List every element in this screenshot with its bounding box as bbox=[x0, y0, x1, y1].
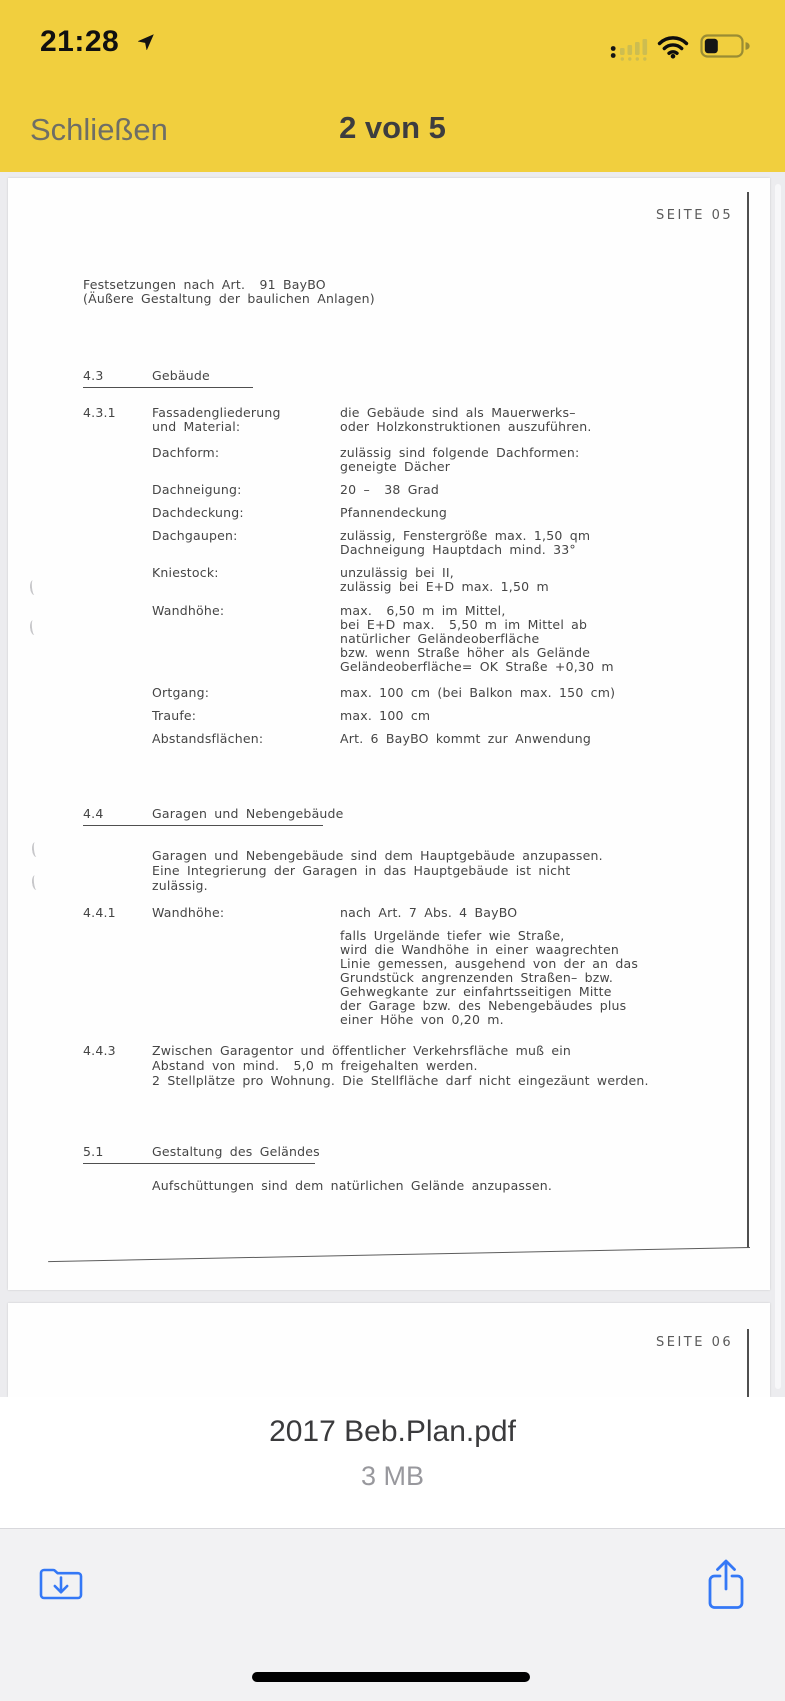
file-info-card bbox=[0, 1397, 785, 1528]
doc-section-heading bbox=[83, 806, 344, 826]
page-border-line bbox=[747, 192, 749, 1248]
page-indicator: 2 von 5 bbox=[339, 110, 446, 145]
doc-paragraph-line: Abstand von mind. 5,0 m freigehalten werden. bbox=[152, 1058, 478, 1073]
doc-item-label: Dachgaupen: bbox=[152, 528, 238, 543]
doc-item-label: Fassadengliederung bbox=[152, 405, 281, 420]
page-number-label: SEITE 06 bbox=[656, 1335, 734, 1350]
doc-item-value: nach Art. 7 Abs. 4 BayBO bbox=[340, 905, 518, 920]
doc-item-value: Linie gemessen, ausgehend von der an das bbox=[340, 956, 639, 971]
doc-item-value: max. 6,50 m im Mittel, bbox=[340, 603, 506, 618]
doc-item-value: wird die Wandhöhe in einer waagrechten bbox=[340, 942, 620, 957]
doc-header-line: (Äußere Gestaltung der baulichen Anlagen) bbox=[83, 291, 375, 306]
pdf-page-5 bbox=[8, 178, 770, 1290]
bottom-toolbar bbox=[0, 1528, 785, 1701]
pdf-page-6 bbox=[8, 1303, 770, 1397]
battery-icon bbox=[700, 34, 750, 63]
status-time: 21:28 bbox=[40, 25, 120, 58]
doc-item-number: 4.3.1 bbox=[83, 405, 116, 420]
doc-item-value: zulässig, Fenstergröße max. 1,50 qm bbox=[340, 528, 591, 543]
pdf-preview-scroll-area[interactable] bbox=[0, 172, 785, 1397]
doc-section-title: Gestaltung des Geländes bbox=[152, 1144, 320, 1159]
share-button[interactable] bbox=[706, 1557, 746, 1611]
doc-item-value: Dachneigung Hauptdach mind. 33° bbox=[340, 542, 576, 557]
doc-item-value: bzw. wenn Straße höher als Gelände bbox=[340, 645, 591, 660]
doc-item-value: oder Holzkonstruktionen auszuführen. bbox=[340, 419, 592, 434]
scan-artifact bbox=[31, 875, 42, 891]
doc-item-value: Geländeoberfläche= OK Straße +0,30 m bbox=[340, 659, 614, 674]
doc-item-label: Wandhöhe: bbox=[152, 905, 225, 920]
doc-item-label: Dachdeckung: bbox=[152, 505, 244, 520]
save-to-folder-button[interactable] bbox=[38, 1565, 84, 1601]
doc-section-number: 5.1 bbox=[83, 1144, 104, 1159]
doc-item-label: und Material: bbox=[152, 419, 241, 434]
doc-item-value: einer Höhe von 0,20 m. bbox=[340, 1012, 504, 1027]
location-arrow-icon bbox=[138, 31, 157, 55]
doc-paragraph-line: Aufschüttungen sind dem natürlichen Gelände anzupassen. bbox=[152, 1178, 553, 1193]
doc-item-value: bei E+D max. 5,50 m im Mittel ab bbox=[340, 617, 588, 632]
doc-paragraph-line: Garagen und Nebengebäude sind dem Hauptgebäude anzupassen. bbox=[152, 848, 603, 863]
doc-item-value: Gehwegkante zur einfahrtsseitigen Mitte bbox=[340, 984, 612, 999]
wifi-icon bbox=[657, 35, 689, 64]
nav-bar bbox=[0, 90, 785, 172]
doc-paragraph-line: Eine Integrierung der Garagen in das Hauptgebäude ist nicht bbox=[152, 863, 571, 878]
doc-section-heading bbox=[83, 368, 253, 388]
doc-item-label: Kniestock: bbox=[152, 565, 219, 580]
doc-item-value: zulässig sind folgende Dachformen: bbox=[340, 445, 580, 460]
file-size: 3 MB bbox=[360, 1461, 425, 1491]
cellular-signal-icon bbox=[610, 33, 651, 66]
doc-section-number: 4.3 bbox=[83, 368, 104, 383]
doc-item-value: zulässig bei E+D max. 1,50 m bbox=[340, 579, 549, 594]
doc-paragraph-line: zulässig. bbox=[152, 878, 208, 893]
doc-item-label: Traufe: bbox=[152, 708, 197, 723]
doc-item-value: geneigte Dächer bbox=[340, 459, 451, 474]
doc-section-title: Garagen und Nebengebäude bbox=[152, 806, 344, 821]
share-icon bbox=[706, 1557, 746, 1611]
doc-paragraph-line: Zwischen Garagentor und öffentlicher Verkehrsfläche muß ein bbox=[152, 1043, 572, 1058]
page-number-label: SEITE 05 bbox=[656, 208, 734, 223]
page-frame-bottom-line bbox=[48, 1247, 750, 1262]
doc-section-title: Gebäude bbox=[152, 368, 210, 383]
scan-artifact bbox=[29, 580, 40, 596]
top-chrome bbox=[0, 0, 785, 172]
doc-header-line: Festsetzungen nach Art. 91 BayBO bbox=[83, 277, 326, 292]
status-bar bbox=[0, 0, 785, 90]
doc-item-value: unzulässig bei II, bbox=[340, 565, 454, 580]
doc-item-label: Dachneigung: bbox=[152, 482, 242, 497]
doc-section-number: 4.4 bbox=[83, 806, 104, 821]
file-name: 2017 Beb.Plan.pdf bbox=[269, 1415, 516, 1448]
doc-item-label: Ortgang: bbox=[152, 685, 210, 700]
folder-download-icon bbox=[38, 1565, 84, 1601]
doc-item-value: max. 100 cm bbox=[340, 708, 431, 723]
home-indicator[interactable] bbox=[252, 1672, 530, 1682]
doc-item-number: 4.4.1 bbox=[83, 905, 116, 920]
doc-section-heading bbox=[83, 1144, 320, 1164]
doc-item-value: der Garage bzw. des Nebengebäudes plus bbox=[340, 998, 627, 1013]
scan-artifact bbox=[29, 620, 40, 636]
doc-item-value: 20 – 38 Grad bbox=[340, 482, 439, 497]
doc-item-label: Wandhöhe: bbox=[152, 603, 225, 618]
doc-item-value: die Gebäude sind als Mauerwerks– bbox=[340, 405, 576, 420]
doc-item-value: Grundstück angrenzenden Straßen– bzw. bbox=[340, 970, 614, 985]
doc-item-value: Pfannendeckung bbox=[340, 505, 447, 520]
doc-item-label: Abstandsflächen: bbox=[152, 731, 264, 746]
doc-item-value: natürlicher Geländeoberfläche bbox=[340, 631, 540, 646]
doc-item-value: falls Urgelände tiefer wie Straße, bbox=[340, 928, 565, 943]
doc-paragraph-line: 2 Stellplätze pro Wohnung. Die Stellfläche darf nicht eingezäunt werden. bbox=[152, 1073, 649, 1088]
scan-artifact bbox=[31, 842, 42, 858]
doc-item-label: Dachform: bbox=[152, 445, 220, 460]
doc-item-value: max. 100 cm (bei Balkon max. 150 cm) bbox=[340, 685, 616, 700]
page-border-line bbox=[747, 1329, 749, 1397]
scroll-indicator[interactable] bbox=[775, 184, 781, 1389]
doc-item-value: Art. 6 BayBO kommt zur Anwendung bbox=[340, 731, 591, 746]
close-button[interactable]: Schließen bbox=[30, 112, 168, 147]
doc-item-number: 4.4.3 bbox=[83, 1043, 116, 1058]
